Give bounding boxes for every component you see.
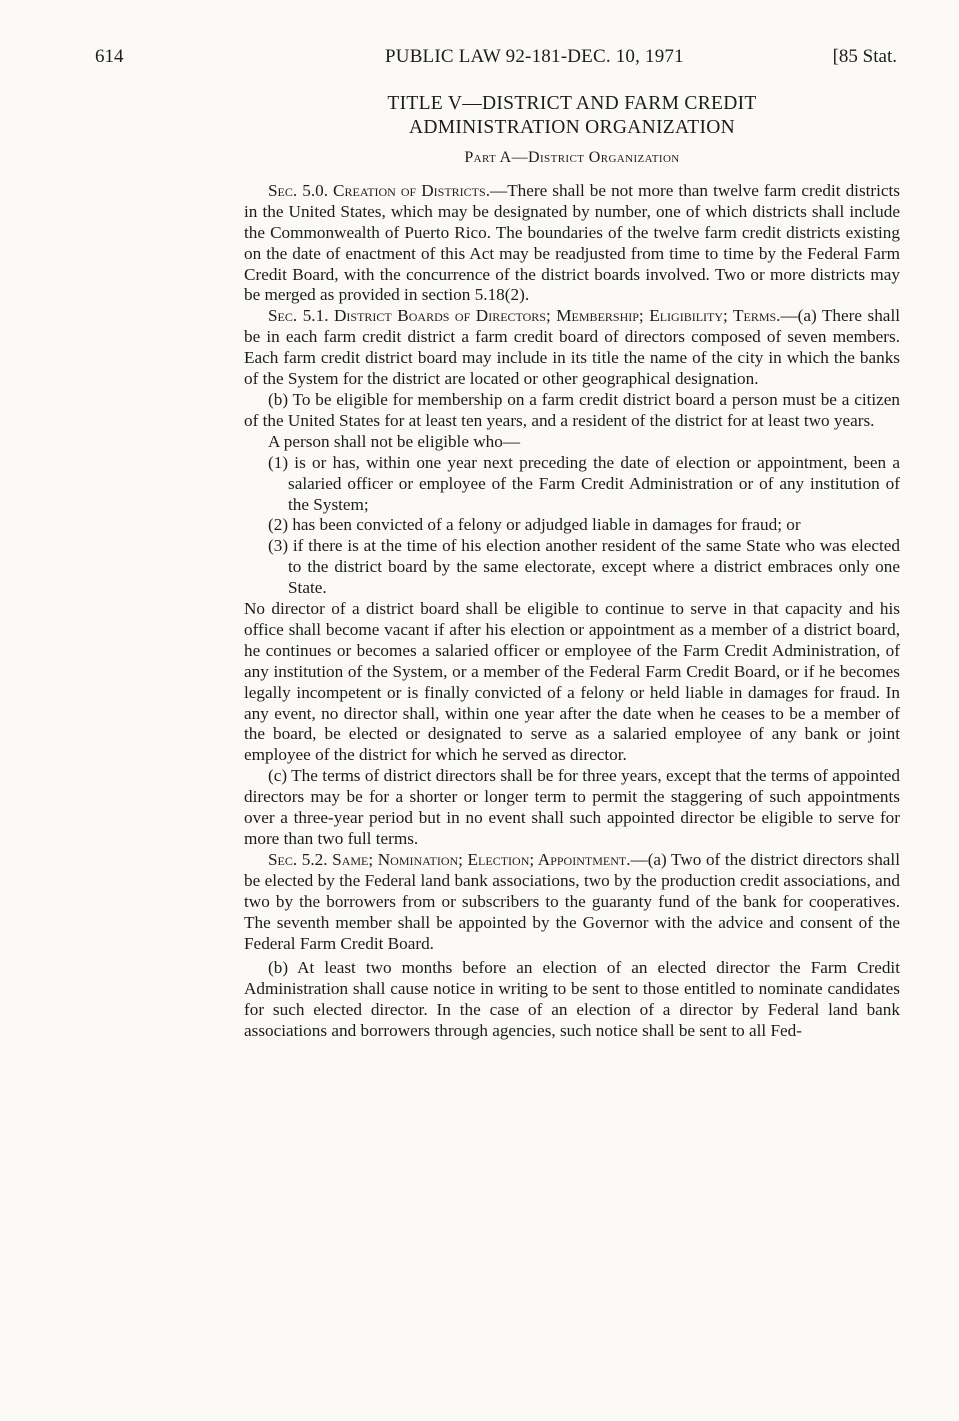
- section-5-0-text: —There shall be not more than twelve farm credit districts in the United States, which may be designated by number, one of which districts shall include the Commonwealth of Puerto Rico. The boundaries of the twelve farm credit districts existing on the date of enactment of this Act may be readjusted from time to time by the Federal Farm Credit Board, with the concurrence of the district boards involved. Two or more districts may be merged as provided in section 5.18(2).: [244, 180, 901, 305]
- statute-reference: [85 Stat.: [832, 46, 897, 67]
- section-5-1-c: (c) The terms of district directors shall be for three years, except that the terms of appointed directors may be for a shorter or longer term to permit the staggering of such appointments over a three-year period but in no event shall such appointed director be eligible to serve for more than two full terms.: [244, 766, 900, 848]
- section-5-0-heading: Sec. 5.0. Creation of Districts.: [268, 180, 490, 200]
- page-number: 614: [95, 46, 124, 67]
- section-5-2-a-text: —(a) Two of the district directors shall be elected by the Federal land bank associations, two by the production credit associations, and two by the borrowers from or subscribers to the guaranty fund of the bank for cooperatives. The seventh member shall be appointed by the Governor with the advice and consent of the Federal Farm Credit Board.: [244, 849, 900, 953]
- part-heading: Part A—District Organization: [464, 149, 680, 166]
- section-5-1-a-text: —(a) There shall be in each farm credit district a farm credit board of directors composed of seven members. Each farm credit district board may include in its title the name of the city in which the banks of the System for the district are located or other geographical designation.: [244, 306, 900, 389]
- section-5-0: [244, 181, 900, 306]
- section-5-1-heading: Sec. 5.1. District Boards of Directors; Membership; Eligibility; Terms.: [268, 306, 781, 326]
- section-5-2-heading: Sec. 5.2. Same; Nomination; Election; Appointment.: [268, 849, 631, 869]
- section-5-1-a: [244, 306, 900, 390]
- eligibility-item-3: (3) if there is at the time of his election another resident of the same State who was elected to the district board by the same electorate, except where a district embraces only one State.: [268, 536, 900, 598]
- document-body: [244, 92, 900, 1042]
- eligibility-item-1: (1) is or has, within one year next preceding the date of election or appointment, been a salaried officer or employee of the Farm Credit Administration or of any institution of the System;: [268, 452, 900, 514]
- section-5-2-b: (b) At least two months before an election of an elected director the Farm Credit Administration shall cause notice in writing to be sent to those entitled to nominate candidates for such elected director. In the case of an election of a director by Federal land bank associations and borrowers through agencies, such notice shall be sent to all Fed-: [244, 958, 900, 1041]
- running-title: PUBLIC LAW 92-181-DEC. 10, 1971: [385, 46, 684, 67]
- section-5-1-b-continuation: No director of a district board shall be eligible to continue to serve in that capacity and his office shall become vacant if after his election or appointment as a member of a district board, he continues or becomes a salaried officer or employee of the Farm Credit Administration, of any institution of the System, or a member of the Federal Farm Credit Board, or if he becomes legally incompetent or is finally convicted of a felony or held liable in damages for fraud. In any event, no director shall, within one year after the date when he ceases to be a member of the board, be elected or designated to serve as a salaried employee of any bank or joint employee of the district for which he served as director.: [244, 599, 900, 765]
- section-5-1-b: (b) To be eligible for membership on a farm credit district board a person must be a citizen of the United States for at least ten years, and a resident of the district for at least two years.: [244, 389, 900, 430]
- eligibility-item-2: (2) has been convicted of a felony or adjudged liable in damages for fraud; or: [268, 515, 801, 535]
- title-line-1: TITLE V—DISTRICT AND FARM CREDIT: [387, 93, 757, 114]
- page-header: [95, 46, 897, 76]
- section-5-1-b-intro: A person shall not be eligible who—: [268, 431, 521, 451]
- title-line-2: ADMINISTRATION ORGANIZATION: [408, 117, 736, 138]
- section-5-2-a: [244, 850, 900, 955]
- title-heading: [244, 92, 900, 140]
